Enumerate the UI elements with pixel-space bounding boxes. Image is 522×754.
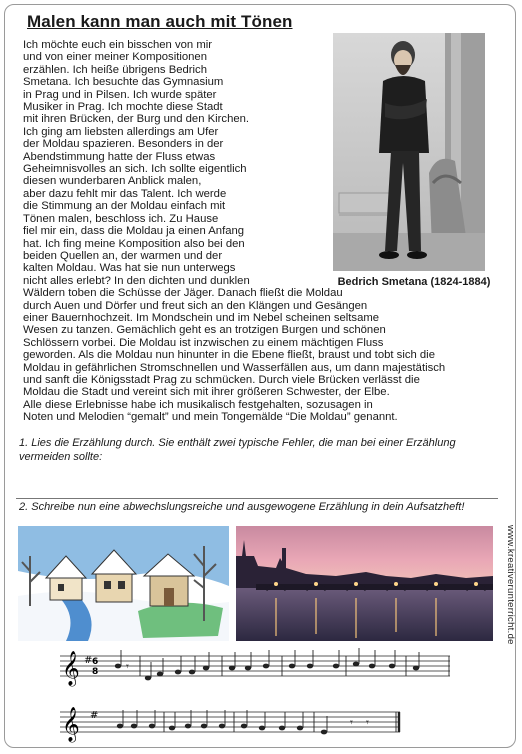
story-line: geworden. Als die Moldau nun hinunter in die Ebene fließt, braust und tobt sich die [23, 349, 435, 362]
music-staff-notation [60, 648, 455, 748]
story-line: nicht alles erlebt? In den dichten und dunklen [23, 274, 250, 287]
story-line: durch Auen und Dörfer und freut sich an den Klängen und Gesängen [23, 299, 368, 312]
story-line: aber dazu fehlt mir das Talent. Ich werde [23, 187, 227, 200]
story-line: die Stimmung an der Moldau einfach mit [23, 200, 226, 213]
smetana-portrait [333, 33, 485, 271]
svg-text:𝄞: 𝄞 [62, 707, 80, 742]
story-line: Wesen zu tanzen. Gemächlich geht es an trotzigen Burgen und schönen [23, 324, 386, 337]
story-line: und sanft die Königsstadt Prag zu schmücken. Durch viele Brücken verlässt die [23, 373, 420, 386]
story-line: der Moldau spazieren. Besonders in der [23, 138, 224, 151]
task-2: 2. Schreibe nun eine abwechslungsreiche und ausgewogene Erzählung in dein Aufsatzheft! [19, 501, 465, 513]
story-line: fiel mir ein, dass die Moldau ja einen Anfang [23, 225, 245, 238]
story-line: kalten Moldau. Was hat sie nun unterwegs [23, 262, 236, 275]
svg-text:6: 6 [92, 657, 99, 667]
story-line: in Prag und in Pilsen. Ich wurde später [23, 88, 217, 101]
svg-text:8: 8 [92, 667, 99, 677]
story-line: Moldau in gefährlichen Stromschnellen und Wasserfällen aus, um dann majestätisch [23, 361, 446, 374]
svg-text:𝄞: 𝄞 [62, 651, 80, 686]
story-line: Musiker in Prag. Ich mochte diese Stadt [23, 101, 223, 114]
story-line: erzählen. Ich heiße übrigens Bedrich [23, 63, 207, 76]
svg-text:𝄾: 𝄾 [366, 716, 369, 729]
svg-text:#: # [90, 710, 99, 721]
story-line: beiden Quellen an, der warmen und der [23, 249, 223, 262]
story-line: mit ihren Brücken, der Burg und den Kirchen. [23, 113, 250, 126]
story-line: Tönen malen, beschloss ich. Zu Hause [23, 212, 219, 225]
svg-text:𝄾: 𝄾 [350, 716, 353, 729]
story-line: Ich möchte euch ein bisschen von mir [23, 39, 213, 51]
svg-text:#: # [84, 655, 93, 666]
task-1 [19, 437, 456, 464]
story-line: Schlössern vorbei. Die Moldau ist inzwischen zu einem mächtigen Fluss [23, 336, 384, 349]
story-line: Abendstimmung hatte der Fluss etwas [23, 150, 216, 163]
story-line: und von einer meiner Kompositionen [23, 51, 207, 64]
story-line: Wäldern toben die Schüsse der Jäger. Danach fließt die Moldau [23, 287, 343, 300]
source-url: www.kreativerunterricht.de [505, 525, 516, 645]
portrait-caption: Bedrich Smetana (1824-1884) [337, 276, 491, 288]
story-line: Noten und Melodien “gemalt” und mein Tongemälde “Die Moldau” genannt. [23, 411, 398, 424]
story-line: diesen wunderbaren Anblick malen, [23, 175, 202, 188]
story-line: einer Bauernhochzeit. Im Mondschein und im Nebel scheinen seltsame [23, 311, 380, 324]
winter-village-drawing [18, 526, 229, 641]
task-1-line-2: vermeiden sollte: [19, 450, 103, 463]
answer-line [16, 498, 498, 499]
story-line: Moldau die Stadt und vereint sich mit ihrer größeren Schwester, der Elbe. [23, 386, 390, 399]
story-line: hat. Ich fing meine Komposition also bei den [23, 237, 245, 250]
task-1-line-1: 1. Lies die Erzählung durch. Sie enthält zwei typische Fehler, die man bei einer Erzählung [19, 437, 456, 449]
story-line: Geheimnisvolles an sich. Ich sollte eigentlich [23, 163, 247, 176]
page-title: Malen kann man auch mit Tönen [27, 12, 293, 31]
svg-text:𝄾: 𝄾 [126, 660, 129, 673]
story-line: Ich ging am liebsten allerdings am Ufer [23, 125, 219, 138]
story-line: Smetana. Ich besuchte das Gymnasium [23, 76, 224, 89]
story-line: Alle diese Erlebnisse habe ich musikalisch festgehalten, sozusagen in [23, 398, 373, 411]
prague-bridge-photo [236, 526, 493, 641]
